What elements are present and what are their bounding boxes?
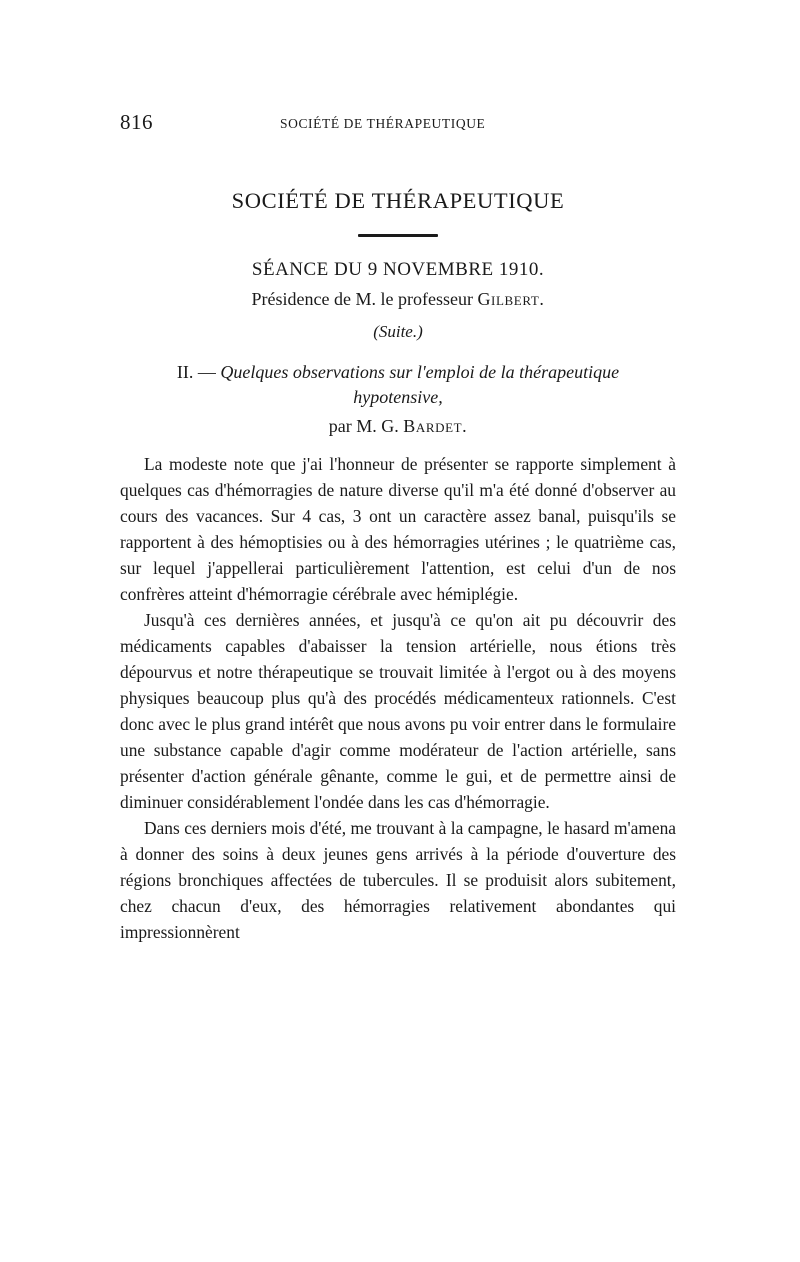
page-number: 816	[120, 110, 153, 134]
book-page	[120, 110, 676, 945]
running-title: SOCIÉTÉ DE THÉRAPEUTIQUE	[280, 116, 486, 131]
article-number: II. —	[176, 362, 216, 382]
article-title-line2: hypotensive,	[353, 387, 443, 407]
president-name: Gilbert.	[477, 289, 545, 309]
presidence-line	[120, 289, 676, 310]
byline-prefix: par M. G.	[328, 416, 399, 436]
body-text	[120, 451, 676, 945]
suite-note: (Suite.)	[373, 322, 423, 341]
paragraph: Jusqu'à ces dernières années, et jusqu'à ce qu'on ait pu découvrir des médicaments capables d'abaisser la tension artérielle, nous étions très dépourvus et notre thérapeutique se trouvait limitée à l'ergot ou à des moyens physiques beaucoup plus qu'à des procédés médicamenteux rationnels. C'est donc avec le plus grand intérêt que nous avons pu voir entrer dans le formulaire une substance capable d'agir comme modérateur de l'action artérielle, sans présenter d'action générale gênante, comme le gui, et de permettre ainsi de diminuer considérablement l'ondée dans les cas d'hémorragie.	[120, 610, 676, 812]
section-title: SOCIÉTÉ DE THÉRAPEUTIQUE	[231, 188, 565, 213]
article-title	[120, 360, 676, 410]
seance-date: SÉANCE DU 9 NOVEMBRE 1910.	[251, 259, 545, 280]
byline	[120, 416, 676, 437]
article-title-line1: Quelques observations sur l'emploi de la thérapeutique	[220, 362, 620, 382]
running-header	[120, 110, 676, 140]
title-divider	[358, 234, 438, 237]
paragraph: Dans ces derniers mois d'été, me trouvant à la campagne, le hasard m'amena à donner des soins à deux jeunes gens arrivés à la période d'ouverture des régions bronchiques affectées de tubercules. Il se produisit alors subitement, chez chacun d'eux, des hémorragies relativement abondantes qui impressionnèrent	[120, 818, 676, 942]
author-name: Bardet.	[403, 416, 468, 436]
paragraph: La modeste note que j'ai l'honneur de présenter se rapporte simplement à quelques cas d'hémorragies de nature diverse qu'il m'a été donné d'observer au cours des vacances. Sur 4 cas, 3 ont un caractère assez banal, puisqu'ils se rapportent à des hémoptisies ou à des hémorragies utérines ; le quatrième cas, sur lequel j'appellerai particulièrement l'attention, est celui d'un de nos confrères atteint d'hémorragie cérébrale avec hémiplégie.	[120, 454, 676, 604]
presidence-prefix: Présidence de M. le professeur	[251, 289, 473, 309]
